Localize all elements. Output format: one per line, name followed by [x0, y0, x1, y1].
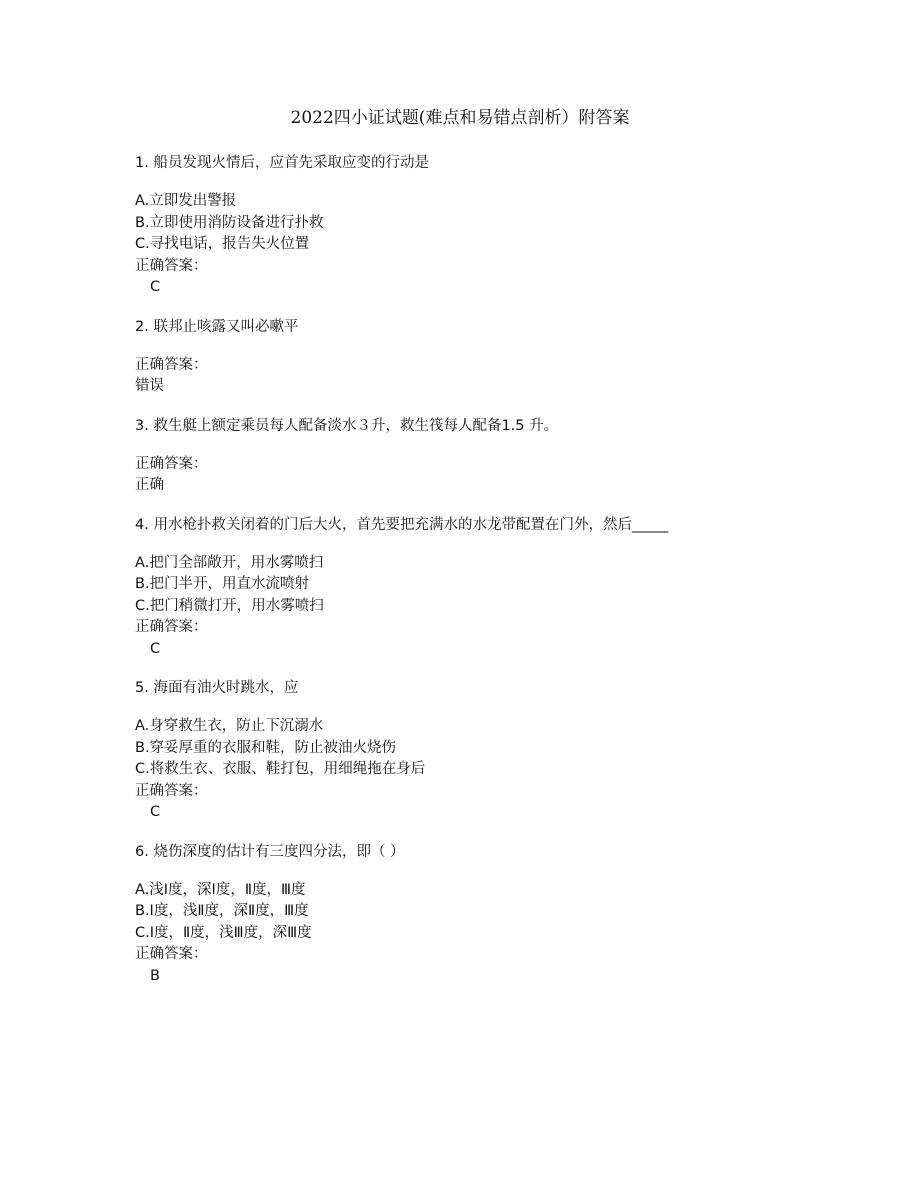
- question-1: [135, 152, 835, 299]
- question-4-answer: C: [150, 640, 161, 657]
- question-6-option-b: B.Ⅰ度，浅Ⅱ度，深Ⅱ度，Ⅲ度: [135, 903, 309, 919]
- question-6-option-c: C.Ⅰ度，Ⅱ度，浅Ⅲ度，深Ⅲ度: [135, 924, 312, 941]
- question-3-answer-label: 正确答案：: [135, 455, 208, 472]
- question-5-option-c: C.将救生衣、衣服、鞋打包，用细绳拖在身后: [135, 761, 426, 777]
- question-5-option-a: A.身穿救生衣，防止下沉溺水: [135, 718, 324, 734]
- question-3: [135, 415, 835, 497]
- question-5-text: 5. 海面有油火时跳水，应: [135, 680, 299, 696]
- question-4-answer-label: 正确答案：: [135, 619, 208, 635]
- question-5: [135, 677, 835, 824]
- question-4-text: 4. 用水枪扑救关闭着的门后大火，首先要把充满水的水龙带配置在门外，然后_____: [135, 516, 669, 533]
- question-5-answer-label: 正确答案：: [135, 782, 208, 799]
- question-1-text: 1. 船员发现火情后，应首先采取应变的行动是: [135, 155, 429, 171]
- question-4-option-a: A.把门全部敞开，用水雾喷扫: [135, 554, 324, 571]
- question-1-answer-label: 正确答案：: [135, 257, 208, 274]
- question-5-answer: C: [150, 804, 161, 820]
- question-3-answer: 正确: [135, 477, 164, 493]
- page-title: 2022四小证试题(难点和易错点剖析）附答案: [290, 108, 630, 128]
- question-5-option-b: B.穿妥厚重的衣服和鞋，防止被油火烧伤: [135, 739, 397, 756]
- question-6-answer: B: [150, 967, 160, 984]
- question-4: [135, 514, 835, 661]
- question-1-answer: C: [150, 279, 161, 295]
- question-2-text: 2. 联邦止咳露又叫必嗽平: [135, 318, 299, 335]
- question-2: [135, 316, 835, 398]
- question-2-answer: 错误: [135, 378, 164, 394]
- question-4-option-c: C.把门稍微打开，用水雾喷扫: [135, 597, 324, 614]
- question-list: [135, 152, 835, 1004]
- question-1-option-b: B.立即使用消防设备进行扑救: [135, 214, 324, 231]
- question-6-text: 6. 烧伤深度的估计有三度四分法，即（ ）: [135, 843, 405, 860]
- question-4-option-b: B.把门半开，用直水流喷射: [135, 576, 310, 592]
- question-6-answer-label: 正确答案：: [135, 946, 208, 962]
- question-6: [135, 841, 835, 988]
- question-3-text: 3. 救生艇上额定乘员每人配备淡水３升，救生筏每人配备1.5 升。: [135, 417, 559, 434]
- question-1-option-a: A.立即发出警报: [135, 193, 237, 209]
- question-1-option-c: C.寻找电话，报告失火位置: [135, 236, 310, 252]
- question-6-option-a: A.浅Ⅰ度，深Ⅰ度，Ⅱ度，Ⅲ度: [135, 881, 306, 898]
- question-2-answer-label: 正确答案：: [135, 356, 208, 373]
